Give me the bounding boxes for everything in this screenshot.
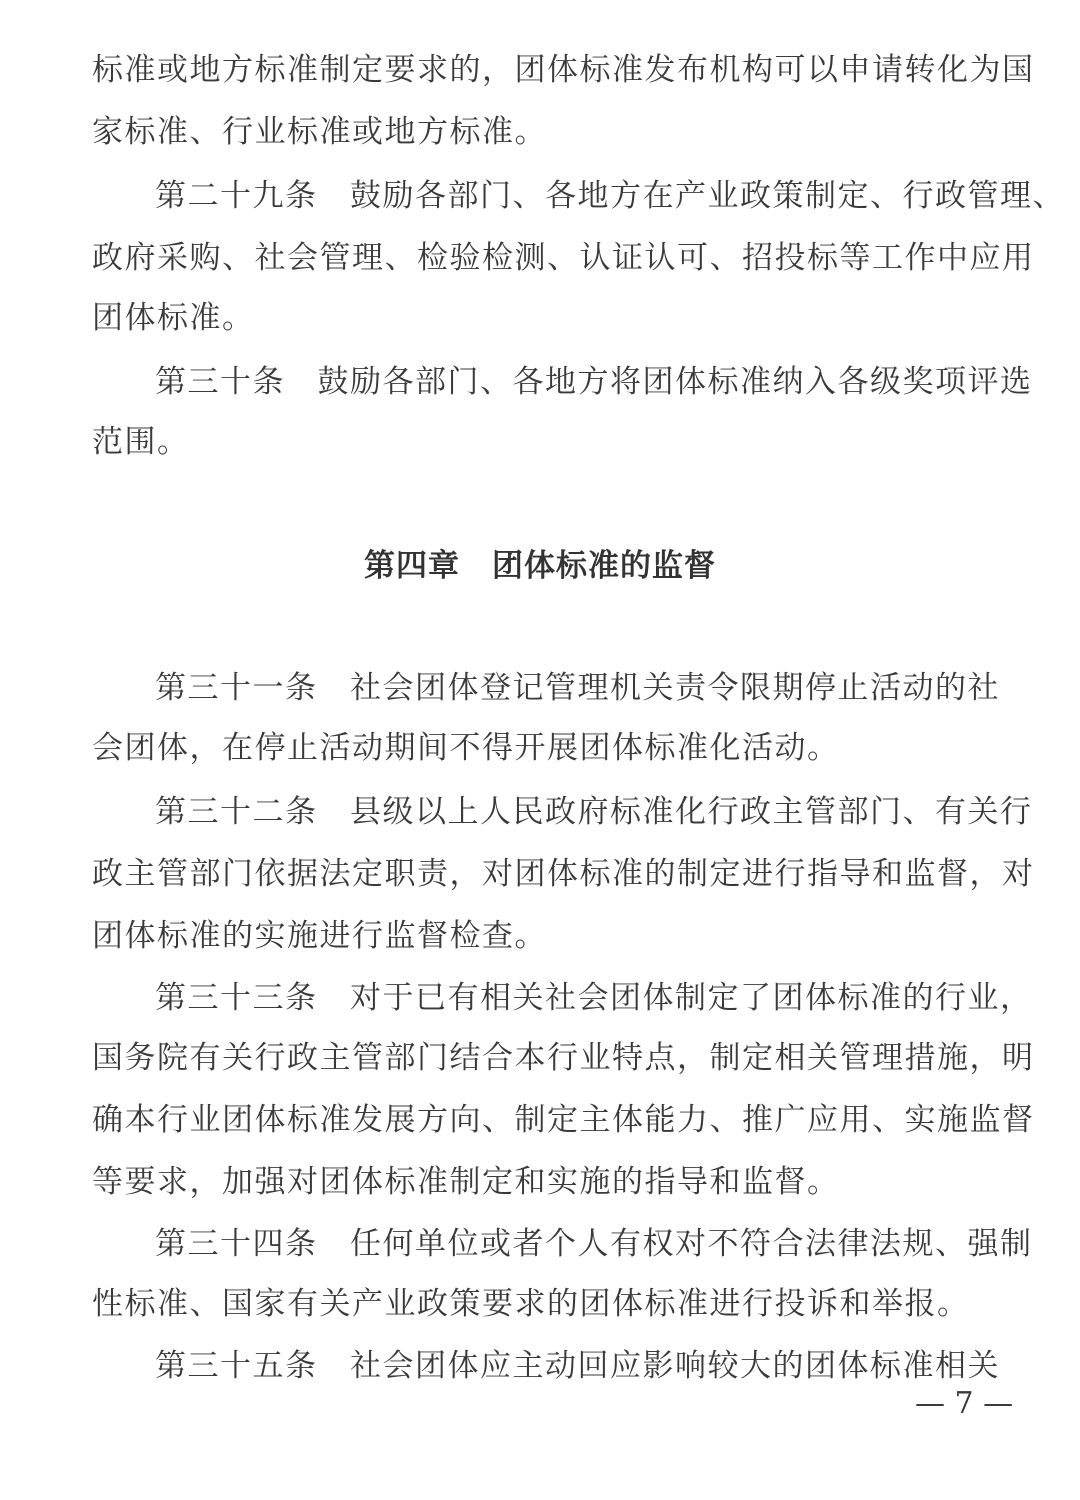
text-line-16: 等要求，加强对团体标准制定和实施的指导和监督。: [92, 1164, 840, 1200]
article-32-heading-line: 第三十二条 县级以上人民政府标准化行政主管部门、有关行: [155, 794, 1033, 830]
article-34-heading-line: 第三十四条 任何单位或者个人有权对不符合法律法规、强制: [155, 1226, 1033, 1262]
article-33-heading-line: 第三十三条 对于已有相关社会团体制定了团体标准的行业，: [155, 980, 1033, 1016]
article-29-heading-line: 第二十九条 鼓励各部门、各地方在产业政策制定、行政管理、: [155, 178, 1065, 214]
text-line-12: 团体标准的实施进行监督检查。: [92, 918, 547, 954]
text-line-15: 确本行业团体标准发展方向、制定主体能力、推广应用、实施监督: [92, 1102, 1035, 1138]
page-number: — 7 —: [915, 1386, 1014, 1421]
article-31-heading-line: 第三十一条 社会团体登记管理机关责令限期停止活动的社: [155, 670, 1000, 706]
text-line-18: 性标准、国家有关产业政策要求的团体标准进行投诉和举报。: [92, 1286, 970, 1322]
article-35-heading-line: 第三十五条 社会团体应主动回应影响较大的团体标准相关: [155, 1348, 1000, 1384]
text-line-7: 范围。: [92, 424, 190, 460]
text-line-2: 家标准、行业标准或地方标准。: [92, 114, 547, 150]
text-line-9: 会团体，在停止活动期间不得开展团体标准化活动。: [92, 730, 840, 766]
text-line-5: 团体标准。: [92, 300, 255, 336]
text-line-14: 国务院有关行政主管部门结合本行业特点，制定相关管理措施，明: [92, 1040, 1035, 1076]
article-30-heading-line: 第三十条 鼓励各部门、各地方将团体标准纳入各级奖项评选: [155, 364, 1033, 400]
text-line-4: 政府采购、社会管理、检验检测、认证认可、招投标等工作中应用: [92, 240, 1035, 276]
chapter-heading: 第四章 团体标准的监督: [364, 548, 716, 584]
text-line-1: 标准或地方标准制定要求的，团体标准发布机构可以申请转化为国: [92, 52, 1035, 88]
text-line-11: 政主管部门依据法定职责，对团体标准的制定进行指导和监督，对: [92, 856, 1035, 892]
